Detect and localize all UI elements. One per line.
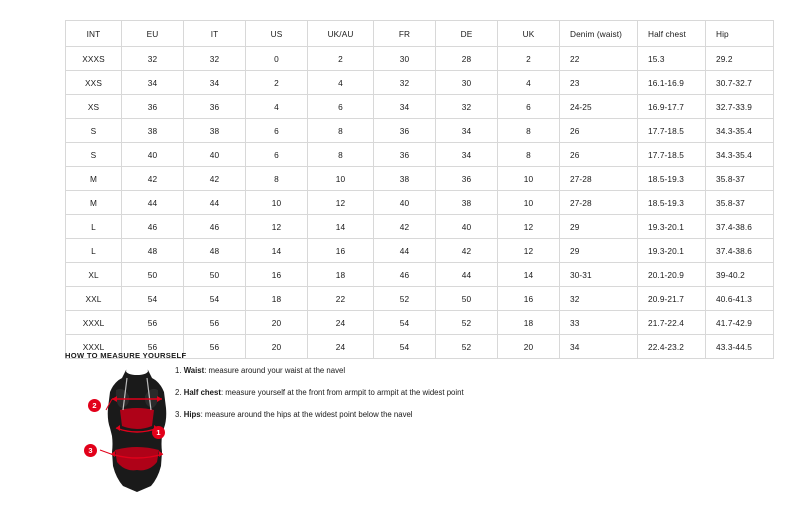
cell-de: 50 (436, 287, 498, 311)
cell-eu: 44 (122, 191, 184, 215)
cell-half-chest: 18.5-19.3 (638, 191, 706, 215)
cell-denim-waist: 30-31 (560, 263, 638, 287)
cell-de: 52 (436, 335, 498, 359)
cell-us: 20 (246, 311, 308, 335)
cell-half-chest: 17.7-18.5 (638, 119, 706, 143)
cell-int: S (66, 119, 122, 143)
table-row (66, 263, 774, 287)
cell-denim-waist: 29 (560, 239, 638, 263)
cell-uk-au: 22 (308, 287, 374, 311)
cell-us: 0 (246, 47, 308, 71)
instruction-text: : measure around your waist at the navel (204, 366, 346, 375)
marker-2: 2 (88, 399, 101, 412)
cell-it: 48 (184, 239, 246, 263)
cell-fr: 34 (374, 95, 436, 119)
cell-half-chest: 22.4-23.2 (638, 335, 706, 359)
column-header-us: US (246, 21, 308, 47)
cell-int: XXS (66, 71, 122, 95)
cell-uk: 18 (498, 311, 560, 335)
measure-instructions (175, 366, 595, 432)
instruction-text: : measure around the hips at the widest point below the navel (200, 409, 413, 419)
cell-eu: 34 (122, 71, 184, 95)
size-chart-container (65, 20, 752, 359)
table-row (66, 191, 774, 215)
column-header-hip: Hip (706, 21, 774, 47)
cell-eu: 40 (122, 143, 184, 167)
cell-fr: 30 (374, 47, 436, 71)
column-header-denim-waist: Denim (waist) (560, 21, 638, 47)
cell-eu: 42 (122, 167, 184, 191)
cell-uk: 10 (498, 191, 560, 215)
cell-half-chest: 19.3-20.1 (638, 239, 706, 263)
cell-uk-au: 10 (308, 167, 374, 191)
cell-it: 44 (184, 191, 246, 215)
cell-hip: 43.3-44.5 (706, 335, 774, 359)
cell-uk: 4 (498, 71, 560, 95)
how-to-measure-title: HOW TO MEASURE YOURSELF (65, 351, 187, 360)
table-row (66, 215, 774, 239)
cell-hip: 32.7-33.9 (706, 95, 774, 119)
cell-us: 16 (246, 263, 308, 287)
cell-uk: 12 (498, 239, 560, 263)
cell-uk: 10 (498, 167, 560, 191)
cell-half-chest: 16.1-16.9 (638, 71, 706, 95)
column-header-fr: FR (374, 21, 436, 47)
cell-half-chest: 16.9-17.7 (638, 95, 706, 119)
cell-half-chest: 18.5-19.3 (638, 167, 706, 191)
cell-fr: 44 (374, 239, 436, 263)
cell-uk: 16 (498, 287, 560, 311)
cell-it: 42 (184, 167, 246, 191)
cell-fr: 36 (374, 119, 436, 143)
cell-fr: 54 (374, 335, 436, 359)
instruction-half-chest (175, 388, 595, 397)
cell-us: 14 (246, 239, 308, 263)
cell-uk: 20 (498, 335, 560, 359)
cell-denim-waist: 34 (560, 335, 638, 359)
cell-de: 28 (436, 47, 498, 71)
cell-uk-au: 4 (308, 71, 374, 95)
column-header-int: INT (66, 21, 122, 47)
cell-fr: 54 (374, 311, 436, 335)
cell-uk: 6 (498, 95, 560, 119)
cell-us: 18 (246, 287, 308, 311)
table-row (66, 311, 774, 335)
cell-int: S (66, 143, 122, 167)
cell-fr: 46 (374, 263, 436, 287)
instruction-term: Waist (183, 366, 205, 375)
column-header-eu: EU (122, 21, 184, 47)
cell-it: 38 (184, 119, 246, 143)
cell-de: 40 (436, 215, 498, 239)
cell-hip: 34.3-35.4 (706, 143, 774, 167)
cell-denim-waist: 29 (560, 215, 638, 239)
column-header-it: IT (184, 21, 246, 47)
cell-it: 50 (184, 263, 246, 287)
cell-int: XXXL (66, 335, 122, 359)
table-row (66, 71, 774, 95)
cell-uk: 2 (498, 47, 560, 71)
cell-eu: 38 (122, 119, 184, 143)
cell-de: 36 (436, 167, 498, 191)
size-chart-table (65, 20, 774, 359)
cell-half-chest: 20.1-20.9 (638, 263, 706, 287)
cell-eu: 56 (122, 311, 184, 335)
table-row (66, 143, 774, 167)
cell-int: L (66, 215, 122, 239)
cell-int: L (66, 239, 122, 263)
cell-hip: 35.8-37 (706, 191, 774, 215)
cell-uk: 12 (498, 215, 560, 239)
cell-hip: 37.4-38.6 (706, 239, 774, 263)
cell-eu: 36 (122, 95, 184, 119)
cell-denim-waist: 27-28 (560, 191, 638, 215)
cell-fr: 38 (374, 167, 436, 191)
cell-hip: 29.2 (706, 47, 774, 71)
cell-us: 6 (246, 119, 308, 143)
cell-int: XXL (66, 287, 122, 311)
header-row (66, 21, 774, 47)
cell-half-chest: 15.3 (638, 47, 706, 71)
table-row (66, 287, 774, 311)
cell-uk-au: 24 (308, 311, 374, 335)
cell-it: 46 (184, 215, 246, 239)
cell-it: 36 (184, 95, 246, 119)
cell-eu: 56 (122, 335, 184, 359)
table-row (66, 167, 774, 191)
cell-de: 32 (436, 95, 498, 119)
cell-denim-waist: 26 (560, 143, 638, 167)
cell-denim-waist: 33 (560, 311, 638, 335)
cell-uk: 8 (498, 143, 560, 167)
cell-it: 56 (184, 311, 246, 335)
cell-de: 30 (436, 71, 498, 95)
table-row (66, 239, 774, 263)
cell-hip: 37.4-38.6 (706, 215, 774, 239)
cell-int: XXXL (66, 311, 122, 335)
cell-uk-au: 14 (308, 215, 374, 239)
cell-eu: 50 (122, 263, 184, 287)
cell-uk-au: 8 (308, 143, 374, 167)
instruction-term: Half chest (183, 387, 221, 397)
cell-uk-au: 2 (308, 47, 374, 71)
cell-denim-waist: 23 (560, 71, 638, 95)
cell-fr: 42 (374, 215, 436, 239)
instruction-hips (175, 410, 595, 419)
cell-uk-au: 8 (308, 119, 374, 143)
cell-it: 34 (184, 71, 246, 95)
table-header (66, 21, 774, 47)
column-header-uk-au: UK/AU (308, 21, 374, 47)
cell-uk-au: 12 (308, 191, 374, 215)
cell-de: 34 (436, 143, 498, 167)
instruction-term: Hips (183, 409, 201, 419)
column-header-de: DE (436, 21, 498, 47)
marker-1: 1 (152, 426, 165, 439)
cell-it: 32 (184, 47, 246, 71)
cell-fr: 32 (374, 71, 436, 95)
cell-de: 52 (436, 311, 498, 335)
cell-uk-au: 16 (308, 239, 374, 263)
cell-fr: 36 (374, 143, 436, 167)
cell-it: 40 (184, 143, 246, 167)
cell-denim-waist: 27-28 (560, 167, 638, 191)
table-row (66, 119, 774, 143)
cell-hip: 34.3-35.4 (706, 119, 774, 143)
cell-us: 10 (246, 191, 308, 215)
cell-us: 12 (246, 215, 308, 239)
cell-us: 8 (246, 167, 308, 191)
cell-us: 6 (246, 143, 308, 167)
instruction-number: 1. (175, 366, 182, 375)
table-row (66, 47, 774, 71)
cell-fr: 52 (374, 287, 436, 311)
cell-uk-au: 6 (308, 95, 374, 119)
cell-de: 42 (436, 239, 498, 263)
cell-denim-waist: 26 (560, 119, 638, 143)
instruction-number: 2. (175, 387, 182, 397)
cell-hip: 39-40.2 (706, 263, 774, 287)
cell-uk: 8 (498, 119, 560, 143)
cell-int: XL (66, 263, 122, 287)
instruction-number: 3. (175, 409, 182, 419)
cell-eu: 46 (122, 215, 184, 239)
cell-denim-waist: 24-25 (560, 95, 638, 119)
cell-de: 34 (436, 119, 498, 143)
cell-half-chest: 21.7-22.4 (638, 311, 706, 335)
cell-eu: 32 (122, 47, 184, 71)
cell-it: 56 (184, 335, 246, 359)
cell-hip: 40.6-41.3 (706, 287, 774, 311)
column-header-half-chest: Half chest (638, 21, 706, 47)
table-body (66, 47, 774, 359)
cell-hip: 41.7-42.9 (706, 311, 774, 335)
cell-us: 2 (246, 71, 308, 95)
instruction-waist (175, 366, 595, 375)
cell-it: 54 (184, 287, 246, 311)
instruction-text: : measure yourself at the front from armpit to armpit at the widest point (220, 387, 464, 397)
cell-de: 44 (436, 263, 498, 287)
column-header-uk: UK (498, 21, 560, 47)
cell-half-chest: 20.9-21.7 (638, 287, 706, 311)
cell-denim-waist: 32 (560, 287, 638, 311)
cell-eu: 54 (122, 287, 184, 311)
cell-int: M (66, 191, 122, 215)
cell-int: XXXS (66, 47, 122, 71)
cell-half-chest: 17.7-18.5 (638, 143, 706, 167)
cell-int: XS (66, 95, 122, 119)
cell-us: 4 (246, 95, 308, 119)
cell-half-chest: 19.3-20.1 (638, 215, 706, 239)
cell-hip: 35.8-37 (706, 167, 774, 191)
cell-hip: 30.7-32.7 (706, 71, 774, 95)
cell-fr: 40 (374, 191, 436, 215)
marker-3: 3 (84, 444, 97, 457)
cell-uk-au: 24 (308, 335, 374, 359)
cell-eu: 48 (122, 239, 184, 263)
cell-us: 20 (246, 335, 308, 359)
cell-de: 38 (436, 191, 498, 215)
table-row (66, 95, 774, 119)
cell-denim-waist: 22 (560, 47, 638, 71)
cell-int: M (66, 167, 122, 191)
cell-uk: 14 (498, 263, 560, 287)
cell-uk-au: 18 (308, 263, 374, 287)
